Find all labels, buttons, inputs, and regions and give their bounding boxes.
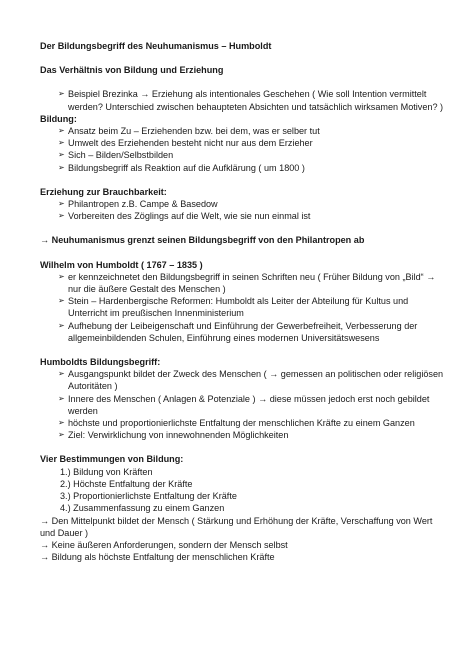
section-heading-verhaeltnis: Das Verhältnis von Bildung und Erziehung — [40, 65, 224, 76]
document-title: Der Bildungsbegriff des Neuhumanismus – Humboldt — [40, 41, 272, 51]
list-item: ➢ Aufhebung der Leibeigenschaft und Einführung der Gewerbefreiheit, Verbesserung der allgemeinbildenden Schulen, Einführung eines modernen Universitätswesens — [58, 320, 418, 343]
list-item: ➢ Innere des Menschen ( Anlagen & Potenziale ) → diese müssen jedoch erst noch gebildet werden — [58, 393, 430, 416]
list-item: ➢ Ansatz beim Zu – Erziehenden bzw. bei dem, was er selber tut — [58, 126, 320, 137]
list-item: ➢ höchste und proportionierlichste Entfaltung der menschlichen Kräfte zu einem Ganzen — [58, 418, 415, 429]
arrow-bullet-icon: ➢ — [58, 162, 65, 172]
arrow-bullet-icon: ➢ — [58, 150, 65, 160]
list-item: ➢ er kennzeichnetet den Bildungsbegriff in seinen Schriften neu ( Früher Bildung von „Bild“ → nur die äußere Gestalt des Menschen ) — [58, 271, 436, 295]
numbered-item: 3.) Proportionierlichste Entfaltung der Kräfte — [60, 491, 237, 502]
arrow-bullet-icon: ➢ — [58, 199, 65, 209]
arrow-bullet-icon: ➢ — [58, 418, 65, 428]
list-item: ➢ Vorbereiten des Zöglings auf die Welt, wie sie nun einmal ist — [58, 211, 311, 222]
list-item: ➢ Umwelt des Erziehenden besteht nicht nur aus dem Erzieher — [58, 138, 313, 149]
arrow-bullet-icon: ➢ — [58, 89, 65, 99]
key-statement: → Neuhumanismus grenzt seinen Bildungsbegriff von den Philantropen ab — [40, 235, 365, 246]
document-body — [40, 40, 445, 563]
list-item: ➢ Ausgangspunkt bildet der Zweck des Menschen ( → gemessen an politischen oder religiösen Autoritäten ) — [58, 369, 444, 392]
list-item: ➢ Sich – Bilden/Selbstbilden — [58, 150, 174, 161]
section-heading-bildung: Bildung: — [40, 113, 77, 124]
arrow-bullet-icon: ➢ — [58, 369, 65, 379]
section-heading-erziehung: Erziehung zur Brauchbarkeit: — [40, 186, 167, 197]
numbered-item: 1.) Bildung von Kräften — [60, 466, 153, 477]
arrow-bullet-icon: ➢ — [58, 126, 65, 136]
conclusion-line: → Den Mittelpunkt bildet der Mensch ( Stärkung und Erhöhung der Kräfte, Verschaffung von Wert und Dauer ) — [40, 515, 433, 538]
arrow-bullet-icon: ➢ — [58, 320, 65, 330]
list-item: ➢ Beispiel Brezinka → Erziehung als intentionales Geschehen ( Wie soll Intention vermittelt werden? Unterschied zwischen behaupteten Absichten und tatsächlich wirksamen Motiven? ) — [58, 89, 444, 112]
arrow-bullet-icon: ➢ — [58, 430, 65, 440]
conclusion-line: → Keine äußeren Anforderungen, sondern der Mensch selbst — [40, 539, 288, 550]
arrow-bullet-icon: ➢ — [58, 271, 65, 281]
arrow-bullet-icon: ➢ — [58, 138, 65, 148]
arrow-bullet-icon: ➢ — [58, 296, 65, 306]
section-heading-vier-bestimmungen: Vier Bestimmungen von Bildung: — [40, 454, 184, 465]
numbered-item: 2.) Höchste Entfaltung der Kräfte — [60, 478, 193, 489]
arrow-bullet-icon: ➢ — [58, 211, 65, 221]
arrow-bullet-icon: ➢ — [58, 393, 65, 403]
conclusion-line: → Bildung als höchste Entfaltung der menschlichen Kräfte — [40, 552, 275, 563]
list-item: ➢ Stein – Hardenbergische Reformen: Humboldt als Leiter der Abteilung für Kultus und Unterricht im preußischen Innenministerium — [58, 296, 409, 319]
numbered-item: 4.) Zusammenfassung zu einem Ganzen — [60, 503, 225, 514]
list-item: ➢ Bildungsbegriff als Reaktion auf die Aufklärung ( um 1800 ) — [58, 162, 305, 173]
section-heading-humboldt: Wilhelm von Humboldt ( 1767 – 1835 ) — [40, 259, 203, 270]
section-heading-humboldts-bildungsbegriff: Humboldts Bildungsbegriff: — [40, 357, 161, 368]
list-item: ➢ Philantropen z.B. Campe & Basedow — [58, 199, 218, 210]
list-item: ➢ Ziel: Verwirklichung von innewohnenden Möglichkeiten — [58, 430, 289, 441]
